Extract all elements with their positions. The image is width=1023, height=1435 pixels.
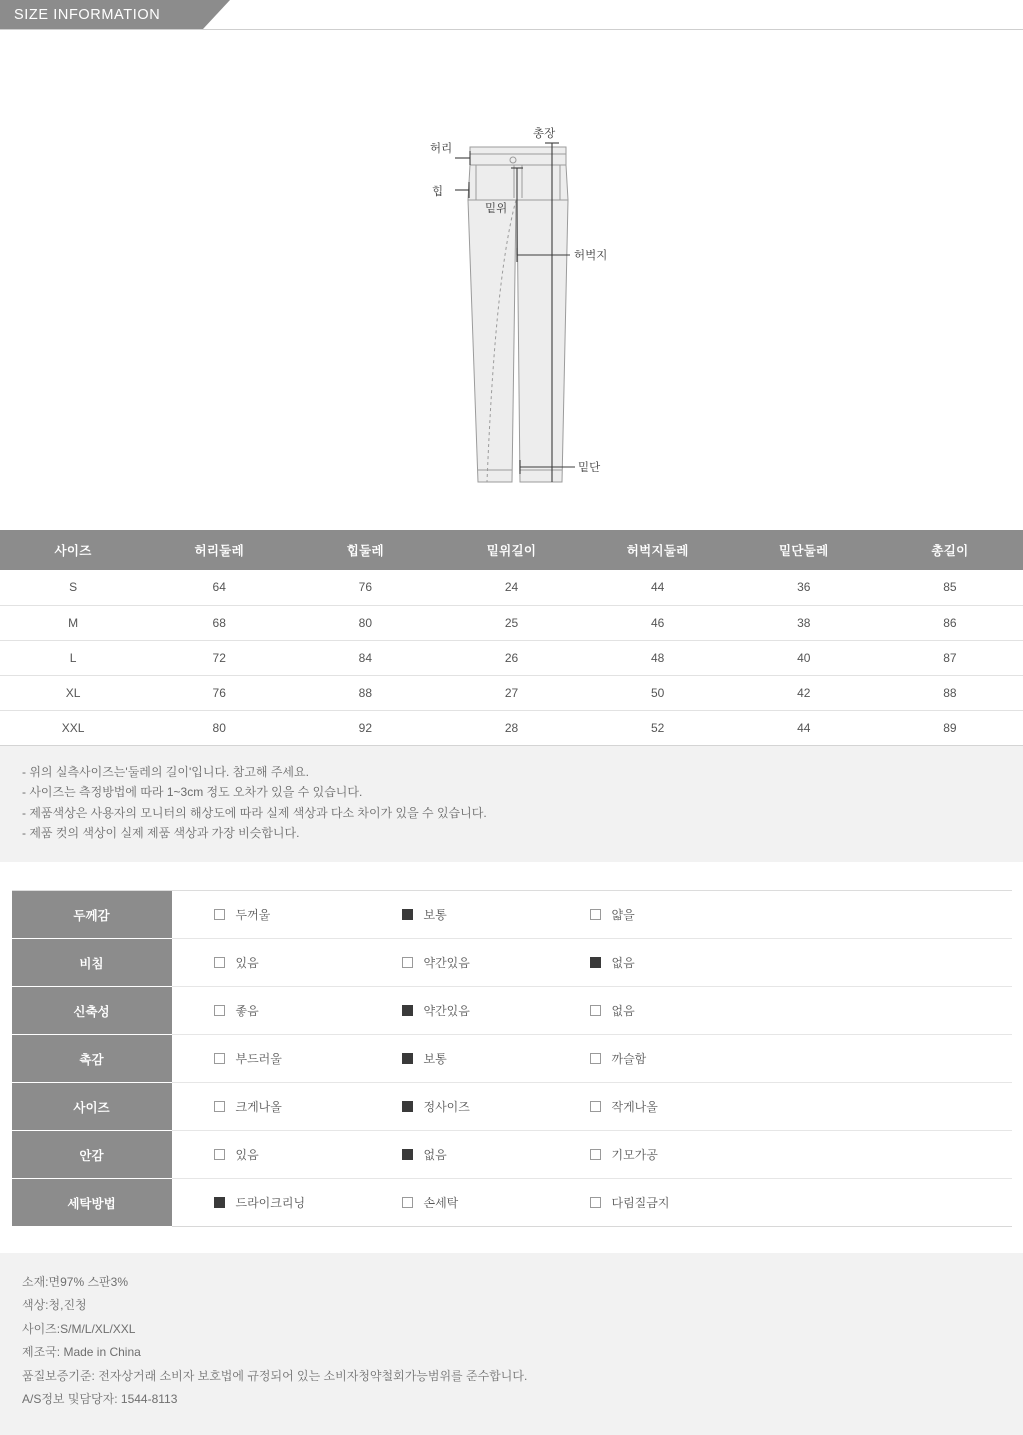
size-cell: 88 [292, 675, 438, 710]
attribute-option-label: 두꺼울 [235, 908, 271, 922]
attribute-options-cell [172, 987, 1012, 1035]
diagram-label-hip: 힙 [432, 186, 444, 198]
size-cell: 48 [585, 640, 731, 675]
size-cell: 50 [585, 675, 731, 710]
attribute-row [12, 1179, 1012, 1227]
attribute-options-cell [172, 1131, 1012, 1179]
size-cell: L [0, 640, 146, 675]
attribute-row [12, 891, 1012, 939]
checkbox-unchecked-icon[interactable] [214, 1053, 225, 1064]
spacer [0, 862, 1023, 890]
checkbox-unchecked-icon[interactable] [214, 1149, 225, 1160]
attribute-option[interactable] [402, 1146, 590, 1163]
attribute-options-cell [172, 891, 1012, 939]
diagram-label-thigh: 허벅지 [574, 250, 608, 262]
attribute-options-cell [172, 1083, 1012, 1131]
attribute-option[interactable] [402, 1194, 590, 1211]
section-header-tab [0, 0, 230, 29]
attribute-option[interactable] [214, 954, 402, 971]
size-cell: 25 [438, 605, 584, 640]
checkbox-unchecked-icon[interactable] [590, 1053, 601, 1064]
attribute-row [12, 987, 1012, 1035]
attribute-option[interactable] [590, 1002, 778, 1019]
attribute-option[interactable] [590, 1098, 778, 1115]
attribute-option[interactable] [214, 1194, 402, 1211]
checkbox-unchecked-icon[interactable] [402, 1197, 413, 1208]
checkbox-checked-icon[interactable] [214, 1197, 225, 1208]
attribute-option[interactable] [214, 1050, 402, 1067]
checkbox-unchecked-icon[interactable] [214, 1005, 225, 1016]
checkbox-unchecked-icon[interactable] [590, 1101, 601, 1112]
attribute-row [12, 1083, 1012, 1131]
size-cell: XL [0, 675, 146, 710]
attribute-row [12, 939, 1012, 987]
attribute-row [12, 1131, 1012, 1179]
attribute-option-label: 다림질금지 [611, 1196, 670, 1210]
size-cell: 76 [292, 570, 438, 605]
checkbox-unchecked-icon[interactable] [590, 1005, 601, 1016]
fabric-attributes-table [12, 890, 1012, 1227]
checkbox-checked-icon[interactable] [402, 1053, 413, 1064]
table-row [0, 710, 1023, 745]
attribute-option[interactable] [402, 1002, 590, 1019]
size-cell: 76 [146, 675, 292, 710]
checkbox-unchecked-icon[interactable] [590, 909, 601, 920]
size-cell: 84 [292, 640, 438, 675]
attribute-label: 안감 [12, 1131, 172, 1179]
diagram-label-total-length: 총장 [533, 128, 556, 140]
table-row [0, 640, 1023, 675]
attribute-option-label: 보통 [423, 1052, 447, 1066]
checkbox-unchecked-icon[interactable] [214, 957, 225, 968]
size-cell: 92 [292, 710, 438, 745]
attribute-label: 두께감 [12, 891, 172, 939]
attribute-option[interactable] [590, 906, 778, 923]
product-info-line: 사이즈:S/M/L/XL/XXL [22, 1321, 136, 1336]
product-info-line: A/S정보 및담당자: 1544-8113 [22, 1391, 178, 1406]
product-info-line: 소재:면97% 스판3% [22, 1275, 128, 1289]
diagram-label-waist: 허리 [430, 143, 453, 155]
attribute-label: 촉감 [12, 1035, 172, 1083]
size-cell: 52 [585, 710, 731, 745]
diagram-label-rise: 밑위 [485, 203, 508, 215]
size-cell: 24 [438, 570, 584, 605]
section-header [0, 0, 1023, 30]
size-cell: 27 [438, 675, 584, 710]
attribute-label: 신축성 [12, 987, 172, 1035]
product-info-panel [0, 1253, 1023, 1435]
size-cell: 44 [585, 570, 731, 605]
size-cell: 72 [146, 640, 292, 675]
attribute-options-cell [172, 1179, 1012, 1227]
attribute-label: 비침 [12, 939, 172, 987]
attribute-option-label: 정사이즈 [423, 1100, 470, 1114]
attribute-option[interactable] [590, 1146, 778, 1163]
size-cell: 44 [731, 710, 877, 745]
size-cell: M [0, 605, 146, 640]
pants-measurement-diagram [0, 30, 1023, 530]
size-cell: 64 [146, 570, 292, 605]
checkbox-checked-icon[interactable] [402, 1005, 413, 1016]
attribute-option-label: 약간있음 [423, 956, 470, 970]
diagram-label-hem: 밑단 [578, 462, 601, 474]
size-chart-header-cell: 힙둘레 [292, 530, 438, 570]
attribute-option-label: 보통 [423, 908, 447, 922]
size-chart-header-cell: 밑위길이 [438, 530, 584, 570]
attribute-option[interactable] [402, 906, 590, 923]
size-note-line: - 제품 컷의 색상이 실제 제품 색상과 가장 비슷합니다. [22, 826, 300, 841]
attribute-option-label: 없음 [611, 1004, 635, 1018]
attribute-option-label: 손세탁 [423, 1196, 459, 1210]
attribute-option-label: 크게나올 [235, 1100, 282, 1114]
size-cell: 80 [146, 710, 292, 745]
attribute-option-label: 있음 [235, 1148, 259, 1162]
product-info-line: 색상:청,진청 [22, 1298, 87, 1313]
attribute-option[interactable] [590, 954, 778, 971]
checkbox-unchecked-icon[interactable] [590, 1197, 601, 1208]
size-cell: 28 [438, 710, 584, 745]
table-row [0, 675, 1023, 710]
attribute-option-label: 기모가공 [611, 1148, 658, 1162]
attribute-option[interactable] [214, 1002, 402, 1019]
size-chart-header-cell: 허벅지둘레 [585, 530, 731, 570]
attribute-option-label: 없음 [423, 1148, 447, 1162]
size-chart-table [0, 530, 1023, 746]
checkbox-unchecked-icon[interactable] [402, 957, 413, 968]
attribute-option[interactable] [214, 1098, 402, 1115]
attribute-option-label: 있음 [235, 956, 259, 970]
size-notes [0, 746, 1023, 863]
product-info-line: 제조국: Made in China [22, 1345, 141, 1360]
size-cell: 42 [731, 675, 877, 710]
size-cell: 86 [877, 605, 1023, 640]
header-tab-slant-decoration [203, 0, 230, 29]
checkbox-checked-icon[interactable] [402, 1149, 413, 1160]
size-cell: 87 [877, 640, 1023, 675]
checkbox-unchecked-icon[interactable] [590, 1149, 601, 1160]
checkbox-checked-icon[interactable] [590, 957, 601, 968]
section-title: SIZE INFORMATION [14, 6, 161, 23]
attribute-option[interactable] [402, 1098, 590, 1115]
size-cell: S [0, 570, 146, 605]
attribute-option-label: 없음 [611, 956, 635, 970]
attribute-option-label: 얇을 [611, 908, 635, 922]
product-info-line: 품질보증기준: 전자상거래 소비자 보호법에 규정되어 있는 소비자청약철회가능범위를 준수합니다. [22, 1368, 528, 1383]
attribute-options-cell [172, 1035, 1012, 1083]
attribute-option-label: 드라이크리닝 [235, 1196, 306, 1210]
attribute-option[interactable] [590, 1050, 778, 1067]
size-cell: 46 [585, 605, 731, 640]
table-row [0, 570, 1023, 605]
attribute-options-cell [172, 939, 1012, 987]
pants-diagram-svg [0, 30, 1023, 530]
size-cell: 38 [731, 605, 877, 640]
checkbox-unchecked-icon[interactable] [214, 909, 225, 920]
checkbox-checked-icon[interactable] [402, 909, 413, 920]
size-chart-header-cell: 총길이 [877, 530, 1023, 570]
attribute-option-label: 좋음 [235, 1004, 259, 1018]
checkbox-unchecked-icon[interactable] [214, 1101, 225, 1112]
size-cell: 40 [731, 640, 877, 675]
size-note-line: - 위의 실측사이즈는'둘레의 길이'입니다. 참고해 주세요. [22, 764, 309, 779]
size-chart-header-cell: 허리둘레 [146, 530, 292, 570]
checkbox-checked-icon[interactable] [402, 1101, 413, 1112]
size-cell: 26 [438, 640, 584, 675]
size-cell: 89 [877, 710, 1023, 745]
size-note-line: - 제품색상은 사용자의 모니터의 해상도에 따라 실제 색상과 다소 차이가 있을 수 있습니다. [22, 805, 487, 820]
size-cell: XXL [0, 710, 146, 745]
attribute-option[interactable] [402, 1050, 590, 1067]
attribute-option-label: 까슬함 [611, 1052, 647, 1066]
size-cell: 36 [731, 570, 877, 605]
size-cell: 80 [292, 605, 438, 640]
size-cell: 68 [146, 605, 292, 640]
table-row [0, 605, 1023, 640]
attribute-row [12, 1035, 1012, 1083]
attribute-label: 세탁방법 [12, 1179, 172, 1227]
size-note-line: - 사이즈는 측정방법에 따라 1~3cm 정도 오차가 있을 수 있습니다. [22, 785, 363, 800]
attribute-option[interactable] [402, 954, 590, 971]
attribute-option-label: 약간있음 [423, 1004, 470, 1018]
attribute-option[interactable] [590, 1194, 778, 1211]
attribute-option-label: 작게나올 [611, 1100, 658, 1114]
attribute-option[interactable] [214, 1146, 402, 1163]
size-chart-header-cell: 밑단둘레 [731, 530, 877, 570]
attribute-label: 사이즈 [12, 1083, 172, 1131]
size-chart-header-cell: 사이즈 [0, 530, 146, 570]
attribute-option[interactable] [214, 906, 402, 923]
size-cell: 88 [877, 675, 1023, 710]
size-cell: 85 [877, 570, 1023, 605]
size-chart-header-row [0, 530, 1023, 570]
attribute-option-label: 부드러울 [235, 1052, 282, 1066]
